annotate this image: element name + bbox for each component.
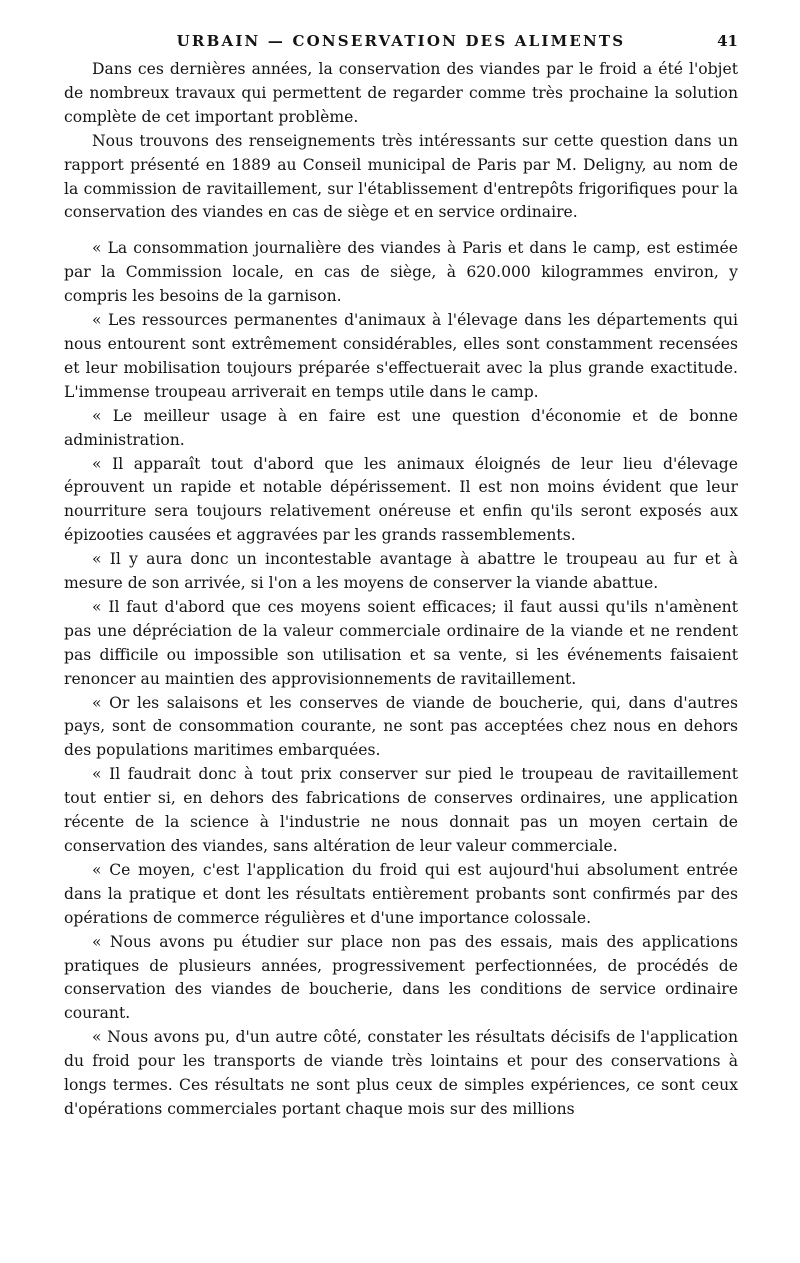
paragraph: « Or les salaisons et les conserves de viande de boucherie, qui, dans d'autres pays, sont de consommation courante, ne sont pas acceptées chez nous en dehors des populations maritimes embarquées. [64, 693, 738, 760]
paragraph: « Nous avons pu, d'un autre côté, constater les résultats décisifs de l'application du froid pour les transports de viande très lointains et pour des conservations à longs termes. Ces résultats ne sont plus ceux de simples expériences, ce sont ceux d'opérations commerciales portant chaque mois sur des millions [64, 1028, 738, 1118]
page-number: 41 [717, 32, 738, 50]
paragraph: « Les ressources permanentes d'animaux à l'élevage dans les départements qui nous entourent sont extrêmement considérables, elles sont constamment recensées et leur mobilisation toujours préparée s'effectuerait avec la plus grande exactitude. L'immense troupeau arriverait en temps utile dans le camp. [64, 311, 738, 401]
paragraph: « Le meilleur usage à en faire est une question d'économie et de bonne administration. [64, 406, 738, 449]
paragraph: « Il faudrait donc à tout prix conserver sur pied le troupeau de ravitaillement tout entier si, en dehors des fabrications de conserves ordinaires, une application récente de la science à l'industrie ne nous donnait pas un moyen certain de conservation des viandes, sans altération de leur valeur commerciale. [64, 765, 738, 855]
paragraph: Nous trouvons des renseignements très intéressants sur cette question dans un rapport présenté en 1889 au Conseil municipal de Paris par M. Deligny, au nom de la commission de ravitaillement, sur l'établissement d'entrepôts frigorifiques pour la conservation des viandes en cas de siège et en service ordinaire. [64, 131, 738, 222]
paragraph: Dans ces dernières années, la conservation des viandes par le froid a été l'objet de nombreux travaux qui permettent de regarder comme très prochaine la solution complète de cet important problème. [64, 60, 738, 126]
paragraph: « La consommation journalière des viandes à Paris et dans le camp, est estimée par la Commission locale, en cas de siège, à 620.000 kilogrammes environ, y compris les besoins de la garnison. [64, 239, 738, 306]
paragraph: « Il faut d'abord que ces moyens soient efficaces; il faut aussi qu'ils n'amènent pas une dépréciation de la valeur commerciale ordinaire de la viande et ne rendent pas difficile ou impossible son utilisation et sa vente, si les événements faisaient renoncer au maintien des approvisionnements de ravitaillement. [64, 597, 738, 688]
paragraph: « Il y aura donc un incontestable avantage à abattre le troupeau au fur et à mesure de son arrivée, si l'on a les moyens de conserver la viande abattue. [64, 550, 738, 593]
paragraph: « Nous avons pu étudier sur place non pas des essais, mais des applications pratiques de plusieurs années, progressivement perfectionnées, de procédés de conservation des viandes de boucherie, dans les conditions de service ordinaire courant. [64, 932, 738, 1023]
body-text [64, 58, 738, 1122]
paragraph: « Ce moyen, c'est l'application du froid qui est aujourd'hui absolument entrée dans la pratique et dont les résultats entièrement probants sont confirmés par des opérations de commerce régulières et d'une importance colossale. [64, 860, 738, 927]
paragraph: « Il apparaît tout d'abord que les animaux éloignés de leur lieu d'élevage éprouvent un rapide et notable dépérissement. Il est non moins évident que leur nourriture sera toujours relativement onéreuse et enfin qu'ils seront exposés aux épizooties causées et aggravées par les grands rassemblements. [64, 454, 738, 545]
running-head: URBAIN — CONSERVATION DES ALIMENTS [176, 32, 626, 50]
page-header [64, 28, 738, 58]
